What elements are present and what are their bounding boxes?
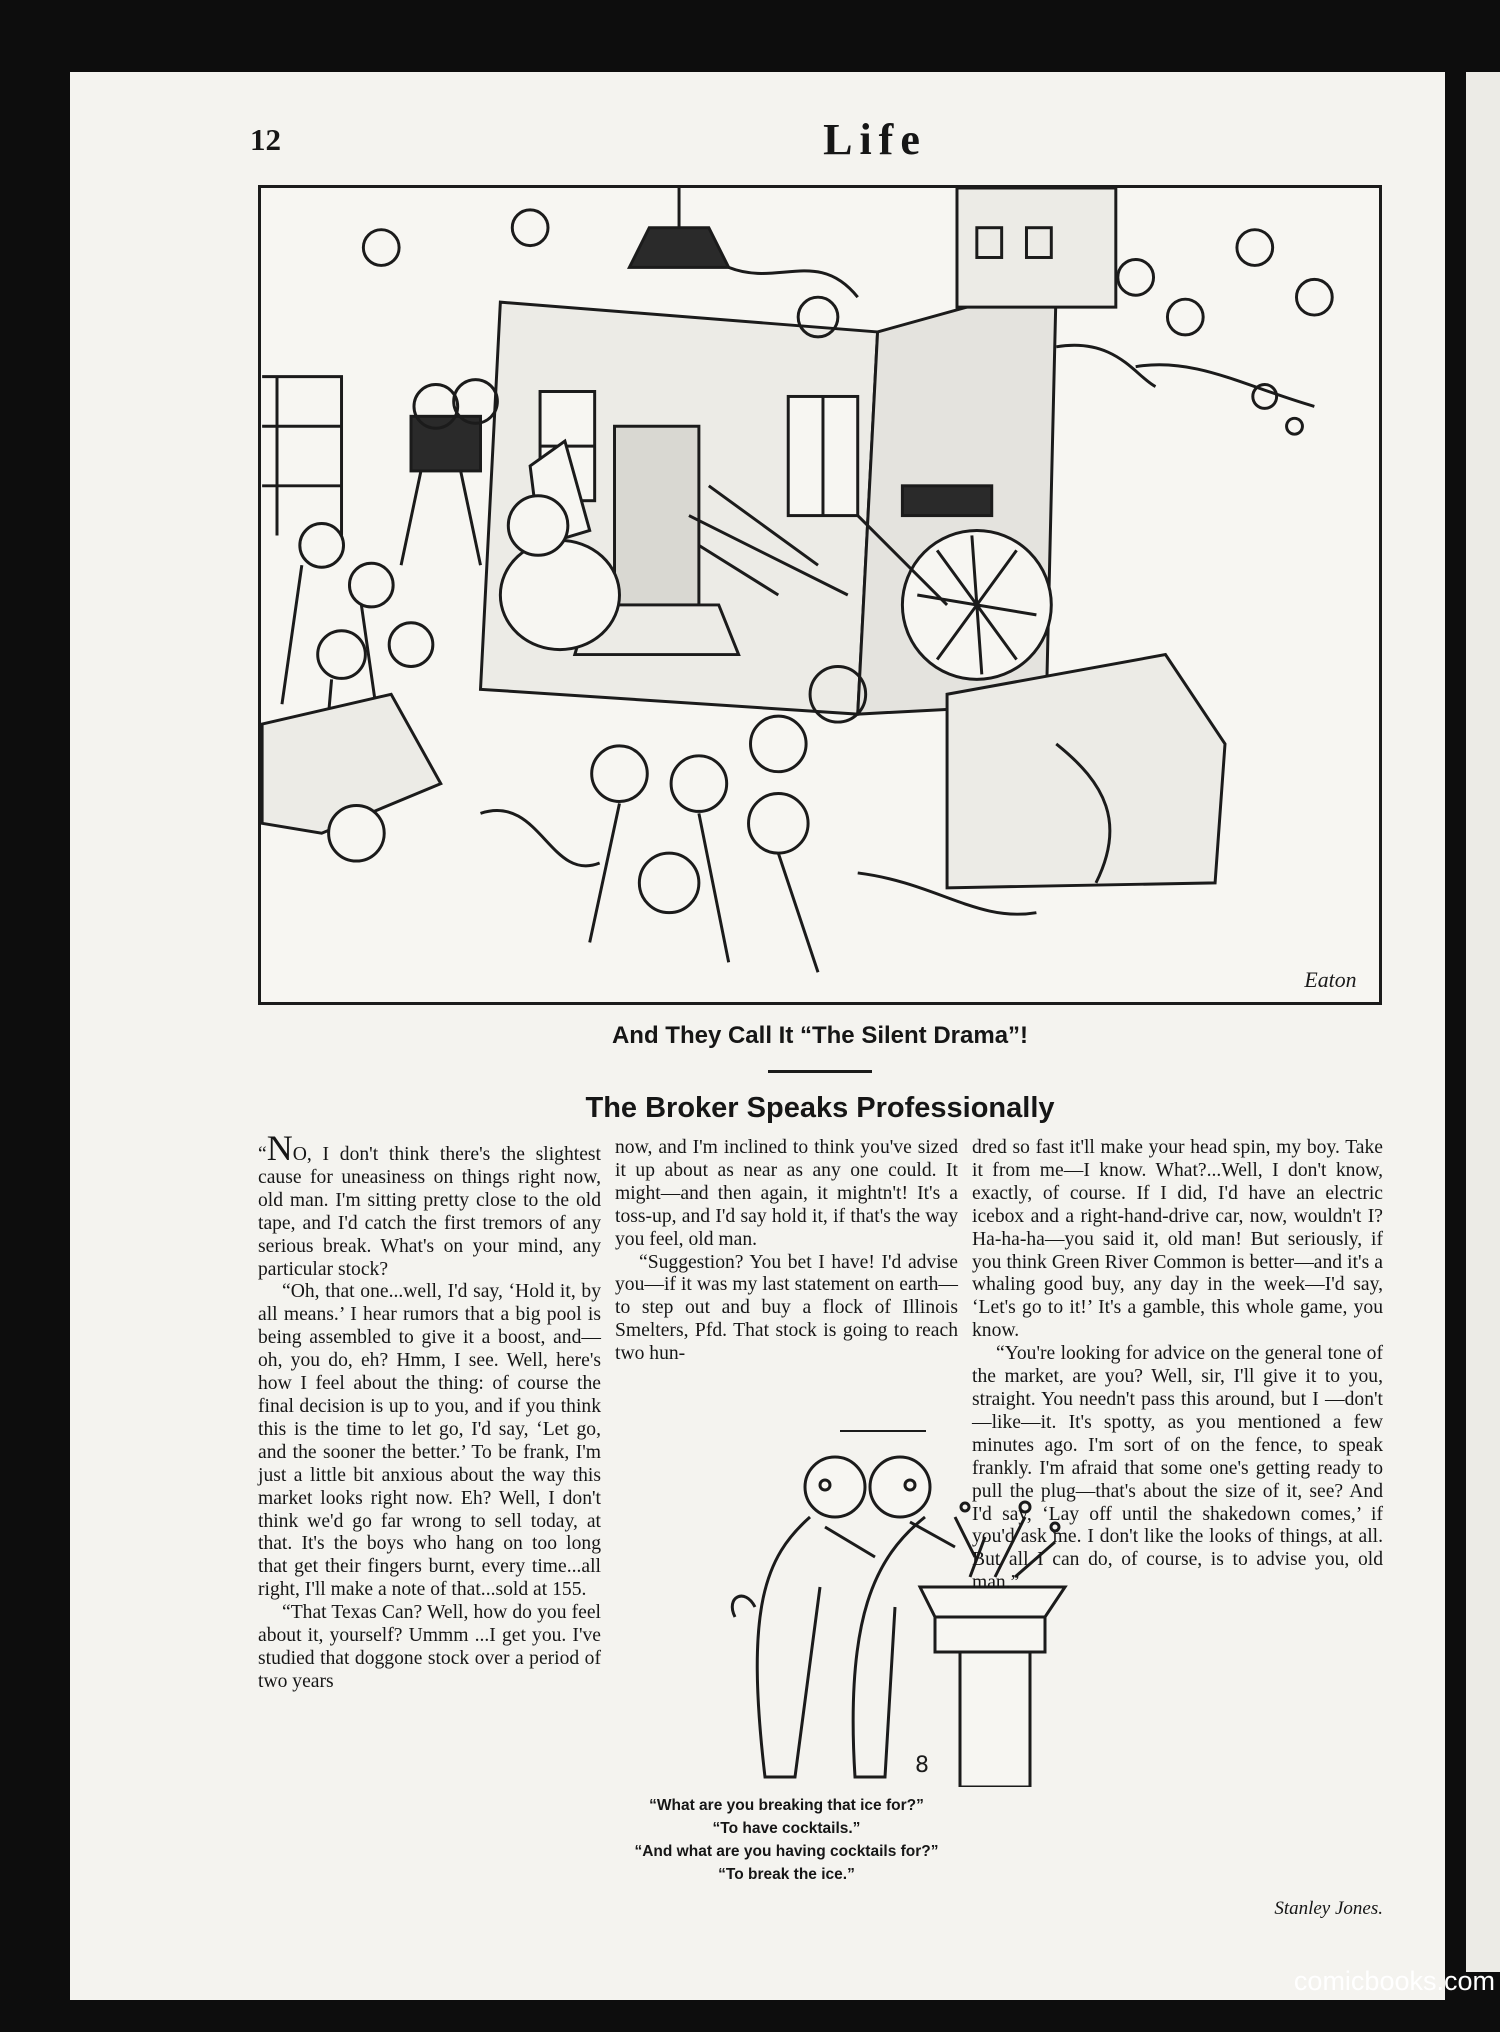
article-paragraph: “You're looking for advice on the general tone of the market, are you? Well, sir, I'll give it to you, straight. You needn't pass this around, but I —don't—like—it. It's spotty, as you mentioned a few minutes ago. I'm sort of on the fence, to speak frankly. I'm afraid that some one's getting ready to pull the plug—that's about the size of it, see? And I'd say, ‘Lay off until the shakedown comes,’ if you'd ask me. I don't like the looks of things, at all. But all I can do, of course, is to advise you, old man.” bbox=[972, 1343, 1383, 1594]
article-title: The Broker Speaks Professionally bbox=[585, 1092, 1055, 1124]
main-cartoon-illustration bbox=[258, 185, 1382, 1005]
article-column-3 bbox=[972, 1137, 1383, 1595]
article-column-2 bbox=[615, 1137, 958, 1366]
article-paragraph: “Oh, that one...well, I'd say, ‘Hold it, by all means.’ I hear rumors that a big pool is being assembled to give it a boost, and—oh, you do, eh? Hmm, I see. Well, here's how I feel about the thing: of course the final decision is up to you, and if you think this is the time to let go, I'd say, ‘Let go, and the sooner the better.’ To be frank, I'm just a little bit anxious about the way this market looks right now. Eh? Well, I don't think we'd go far wrong to sell today, at that. It's the boys who hang on too long that get their fingers burnt, every time...all right, I'll make a note of that...sold at 155. bbox=[258, 1281, 601, 1601]
caption-line: “And what are you having cocktails for?” bbox=[634, 1843, 939, 1860]
main-cartoon-caption: And They Call It “The Silent Drama”! bbox=[611, 1022, 1029, 1049]
svg-text:8: 8 bbox=[915, 1753, 929, 1778]
article-column-1 bbox=[258, 1128, 601, 1694]
cocktail-cartoon-caption bbox=[615, 1794, 958, 1886]
magazine-page bbox=[70, 72, 1445, 2000]
adjacent-page-edge bbox=[1466, 72, 1500, 1972]
column-divider bbox=[840, 1430, 926, 1432]
caption-line: “To break the ice.” bbox=[718, 1866, 855, 1883]
article-paragraph: “NO, I don't think there's the slightest cause for uneasiness on things right now, old man. I'm sitting pretty close to the old tape, and I'd catch the first tremors of any serious break. What's on your mind, any particular stock? bbox=[258, 1128, 601, 1280]
article-paragraph: now, and I'm inclined to think you've sized it up about as near as any one could. It might—and then again, it mightn't! It's a toss-up, and I'd say hold it, if that's the way you feel, old man. bbox=[615, 1137, 958, 1250]
article-paragraph: dred so fast it'll make your head spin, my boy. Take it from me—I know. What?...Well, I don't know, exactly, of course. If I did, I'd have an electric icebox and a right-hand-drive car, now, wouldn't I? Ha-ha-ha—you said it, old man! But seriously, if you think Green River Common is better—and it's a whaling good buy, any day in the week—I'd say, ‘Let's go to it!’ It's a gamble, this whole game, you know. bbox=[972, 1137, 1383, 1342]
section-divider bbox=[768, 1070, 872, 1073]
caption-line: “To have cocktails.” bbox=[712, 1820, 861, 1837]
caption-line: “What are you breaking that ice for?” bbox=[649, 1797, 924, 1814]
drop-cap: N bbox=[266, 1128, 293, 1168]
masthead: Life bbox=[823, 115, 927, 164]
page-number: 12 bbox=[250, 122, 281, 157]
cartoon-signature: Eaton bbox=[1304, 968, 1357, 993]
article-paragraph: “Suggestion? You bet I have! I'd advise you—if it was my last statement on earth—to step out and buy a flock of Illinois Smelters, Pfd. That stock is going to reach two hun- bbox=[615, 1251, 958, 1365]
watermark: comicbooks.com bbox=[1293, 1966, 1495, 1996]
article-paragraph: “That Texas Can? Well, how do you feel about it, yourself? Ummm ...I get you. I've studied that doggone stock over a period of two years bbox=[258, 1602, 601, 1692]
article-byline: Stanley Jones. bbox=[1274, 1898, 1383, 1919]
